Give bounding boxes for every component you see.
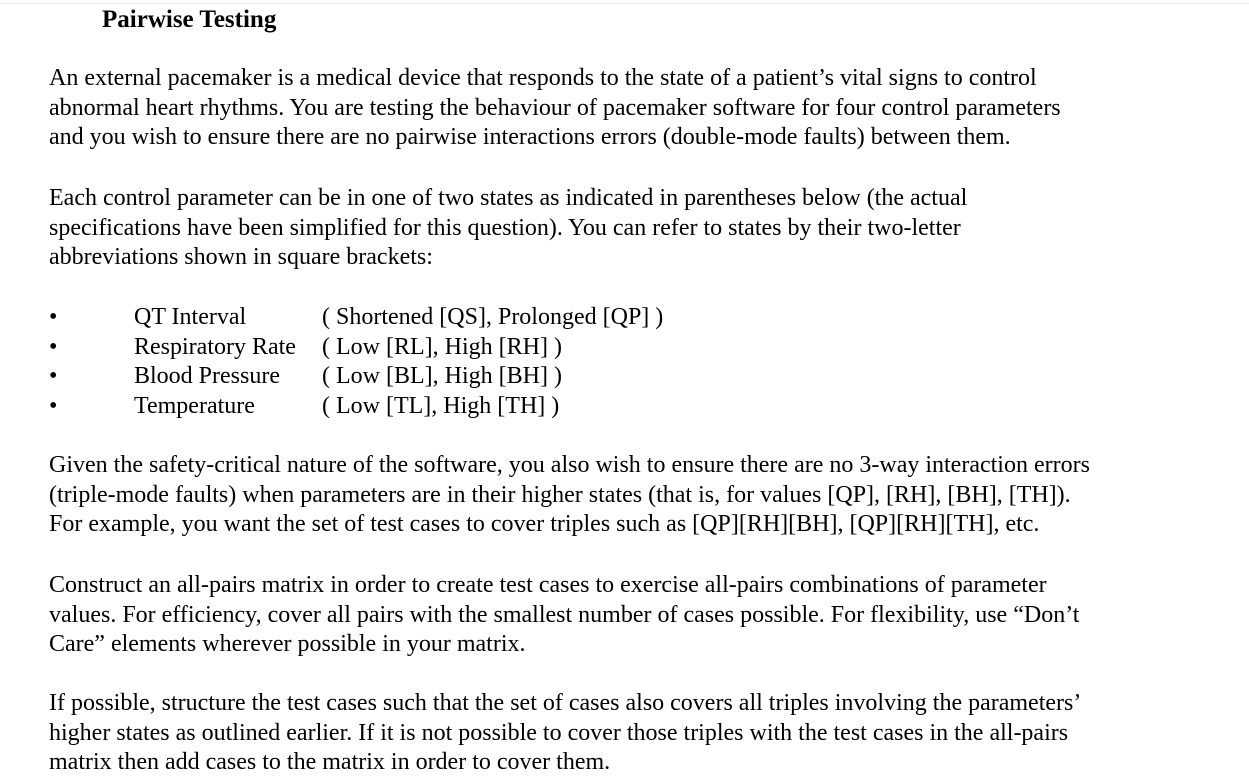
- bullet: •: [49, 363, 58, 390]
- text-line: specifications have been simplified for this question). You can refer to states by their two-letter: [49, 214, 961, 241]
- parameter-states: ( Low [TL], High [TH] ): [322, 392, 560, 419]
- text-line: values. For efficiency, cover all pairs with the smallest number of cases possible. For flexibility, use “Don’t: [49, 601, 1080, 628]
- parameter-states: ( Low [BL], High [BH] ): [322, 363, 562, 390]
- parameter-name: Blood Pressure: [134, 363, 280, 390]
- parameter-states: ( Low [RL], High [RH] ): [322, 333, 562, 360]
- text-line: and you wish to ensure there are no pairwise interactions errors (double-mode faults) between them.: [49, 124, 1011, 151]
- text-line: Construct an all-pairs matrix in order to create test cases to exercise all-pairs combinations of parameter: [49, 572, 1047, 598]
- text-line: For example, you want the set of test cases to cover triples such as [QP][RH][BH], [QP][RH][TH], etc.: [49, 511, 1040, 538]
- text-line: abnormal heart rhythms. You are testing the behaviour of pacemaker software for four control parameters: [49, 94, 1061, 121]
- text-line: matrix then add cases to the matrix in order to cover them.: [49, 749, 611, 776]
- parameter-name: QT Interval: [134, 304, 247, 330]
- parameter-states: ( Shortened [QS], Prolonged [QP] ): [322, 304, 664, 330]
- list-item-qt-interval: [49, 303, 849, 333]
- list-item-temperature: [49, 392, 849, 422]
- text-line: Each control parameter can be in one of two states as indicated in parentheses below (the actual: [49, 185, 968, 211]
- states-paragraph: [49, 184, 1239, 273]
- bullet: •: [49, 333, 58, 360]
- text-line: higher states as outlined earlier. If it is not possible to cover those triples with the test cases in the all-pairs: [49, 719, 1069, 746]
- bullet: •: [49, 304, 58, 330]
- structure-paragraph: [49, 689, 1239, 778]
- text-line: Given the safety-critical nature of the software, you also wish to ensure there are no 3-way interaction errors: [49, 452, 1090, 478]
- text-line: Care” elements wherever possible in your matrix.: [49, 631, 526, 658]
- construct-paragraph: [49, 571, 1239, 660]
- page-title: Pairwise Testing: [102, 6, 277, 33]
- text-line: (triple-mode faults) when parameters are in their higher states (that is, for values [QP], [RH], [BH], [TH]).: [49, 481, 1071, 508]
- text-line: An external pacemaker is a medical device that responds to the state of a patient’s vital signs to control: [49, 65, 1037, 91]
- parameter-name: Temperature: [134, 392, 255, 419]
- list-item-respiratory-rate: [49, 333, 849, 363]
- text-line: abbreviations shown in square brackets:: [49, 244, 433, 271]
- list-item-blood-pressure: [49, 362, 849, 392]
- parameter-list: [49, 303, 849, 421]
- parameter-name: Respiratory Rate: [134, 333, 296, 360]
- intro-paragraph: [49, 64, 1239, 153]
- text-line: If possible, structure the test cases such that the set of cases also covers all triples involving the parameters’: [49, 690, 1082, 716]
- bullet: •: [49, 392, 58, 419]
- triples-paragraph: [49, 451, 1239, 540]
